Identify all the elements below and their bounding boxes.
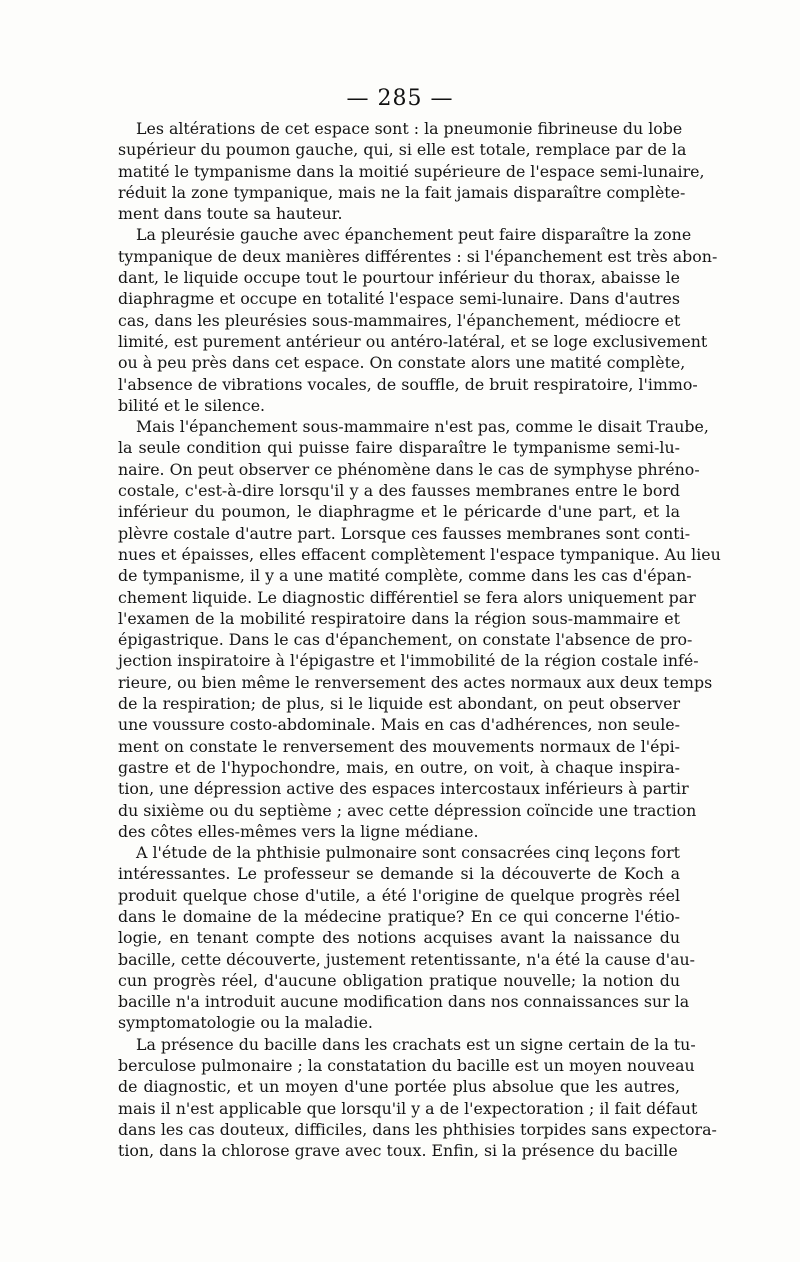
text-line: l'absence de vibrations vocales, de souffle, de bruit respiratoire, l'immo- bbox=[118, 374, 698, 394]
text-line: Mais l'épanchement sous-mammaire n'est pas, comme le disait Traube, bbox=[136, 417, 709, 437]
text-line: de diagnostic, et un moyen d'une portée plus absolue que les autres, bbox=[118, 1077, 680, 1097]
text-line: chement liquide. Le diagnostic différentiel se fera alors uniquement par bbox=[118, 587, 696, 607]
paragraph bbox=[118, 842, 696, 1034]
text-line: symptomatologie ou la maladie. bbox=[118, 1013, 373, 1033]
text-line: intéressantes. Le professeur se demande si la découverte de Koch a bbox=[118, 864, 680, 884]
text-line: épigastrique. Dans le cas d'épanchement, on constate l'absence de pro- bbox=[118, 630, 693, 650]
text-line: l'examen de la mobilité respiratoire dans la région sous-mammaire et bbox=[118, 608, 680, 628]
text-line: tympanique de deux manières différentes : si l'épanchement est très abon- bbox=[118, 246, 718, 266]
text-line: supérieur du poumon gauche, qui, si elle est totale, remplace par de la bbox=[118, 140, 687, 160]
text-line: A l'étude de la phthisie pulmonaire sont consacrées cinq leçons fort bbox=[136, 843, 680, 863]
text-line: bacille n'a introduit aucune modification dans nos connaissances sur la bbox=[118, 992, 690, 1012]
text-line: produit quelque chose d'utile, a été l'origine de quelque progrès réel bbox=[118, 885, 680, 905]
text-line: La pleurésie gauche avec épanchement peut faire disparaître la zone bbox=[136, 225, 692, 245]
page-number-header: — 285 — bbox=[346, 86, 454, 111]
text-line: matité le tympanisme dans la moitié supérieure de l'espace semi-lunaire, bbox=[118, 161, 705, 181]
text-line: rieure, ou bien même le renversement des actes normaux aux deux temps bbox=[118, 672, 713, 692]
text-line: cun progrès réel, d'aucune obligation pratique nouvelle; la notion du bbox=[118, 970, 680, 990]
text-line: une voussure costo-abdominale. Mais en cas d'adhérences, non seule- bbox=[118, 715, 680, 735]
text-line: plèvre costale d'autre part. Lorsque ces fausses membranes sont conti- bbox=[118, 523, 691, 543]
text-line: de tympanisme, il y a une matité complète, comme dans les cas d'épan- bbox=[118, 566, 692, 586]
text-line: La présence du bacille dans les crachats est un signe certain de la tu- bbox=[136, 1034, 696, 1054]
paragraph bbox=[118, 1034, 717, 1162]
text-line: ment on constate le renversement des mouvements normaux de l'épi- bbox=[118, 736, 680, 756]
text-line: inférieur du poumon, le diaphragme et le péricarde d'une part, et la bbox=[118, 502, 680, 522]
paragraph bbox=[118, 224, 718, 416]
text-line: bacille, cette découverte, justement retentissante, n'a été la cause d'au- bbox=[118, 949, 696, 969]
text-line: diaphragme et occupe en totalité l'espace semi-lunaire. Dans d'autres bbox=[118, 289, 680, 309]
page-body bbox=[118, 118, 721, 1162]
text-line: nues et épaisses, elles effacent complètement l'espace tympanique. Au lieu bbox=[118, 544, 721, 564]
text-line: mais il n'est applicable que lorsqu'il y a de l'expectoration ; il fait défaut bbox=[118, 1098, 698, 1118]
text-line: logie, en tenant compte des notions acquises avant la naissance du bbox=[118, 928, 680, 948]
text-line: ou à peu près dans cet espace. On constate alors une matité complète, bbox=[118, 353, 686, 373]
text-line: la seule condition qui puisse faire disparaître le tympanisme semi-lu- bbox=[118, 438, 680, 458]
text-line: dant, le liquide occupe tout le pourtour inférieur du thorax, abaisse le bbox=[118, 268, 680, 288]
text-line: berculose pulmonaire ; la constatation du bacille est un moyen nouveau bbox=[118, 1056, 695, 1076]
paragraph bbox=[118, 416, 721, 842]
text-line: cas, dans les pleurésies sous-mammaires, l'épanchement, médiocre et bbox=[118, 310, 681, 330]
text-line: costale, c'est-à-dire lorsqu'il y a des fausses membranes entre le bord bbox=[118, 481, 680, 501]
text-line: ment dans toute sa hauteur. bbox=[118, 204, 343, 224]
text-line: réduit la zone tympanique, mais ne la fait jamais disparaître complète- bbox=[118, 182, 686, 202]
text-line: limité, est purement antérieur ou antéro-latéral, et se loge exclusivement bbox=[118, 331, 708, 351]
text-line: tion, dans la chlorose grave avec toux. Enfin, si la présence du bacille bbox=[118, 1141, 678, 1161]
text-line: dans les cas douteux, difficiles, dans les phthisies torpides sans expectora- bbox=[118, 1119, 717, 1139]
text-line: jection inspiratoire à l'épigastre et l'immobilité de la région costale infé- bbox=[118, 651, 699, 671]
text-line: gastre et de l'hypochondre, mais, en outre, on voit, à chaque inspira- bbox=[118, 757, 680, 777]
text-line: du sixième ou du septième ; avec cette dépression coïncide une traction bbox=[118, 800, 697, 820]
text-line: des côtes elles-mêmes vers la ligne médiane. bbox=[118, 821, 479, 841]
text-line: bilité et le silence. bbox=[118, 395, 266, 415]
text-line: dans le domaine de la médecine pratique? En ce qui concerne l'étio- bbox=[118, 906, 680, 926]
text-line: Les altérations de cet espace sont : la pneumonie fibrineuse du lobe bbox=[136, 119, 683, 138]
text-line: de la respiration; de plus, si le liquide est abondant, on peut observer bbox=[118, 694, 680, 714]
text-line: naire. On peut observer ce phénomène dans le cas de symphyse phréno- bbox=[118, 459, 700, 479]
text-line: tion, une dépression active des espaces intercostaux inférieurs à partir bbox=[118, 779, 689, 799]
paragraph bbox=[118, 118, 705, 224]
